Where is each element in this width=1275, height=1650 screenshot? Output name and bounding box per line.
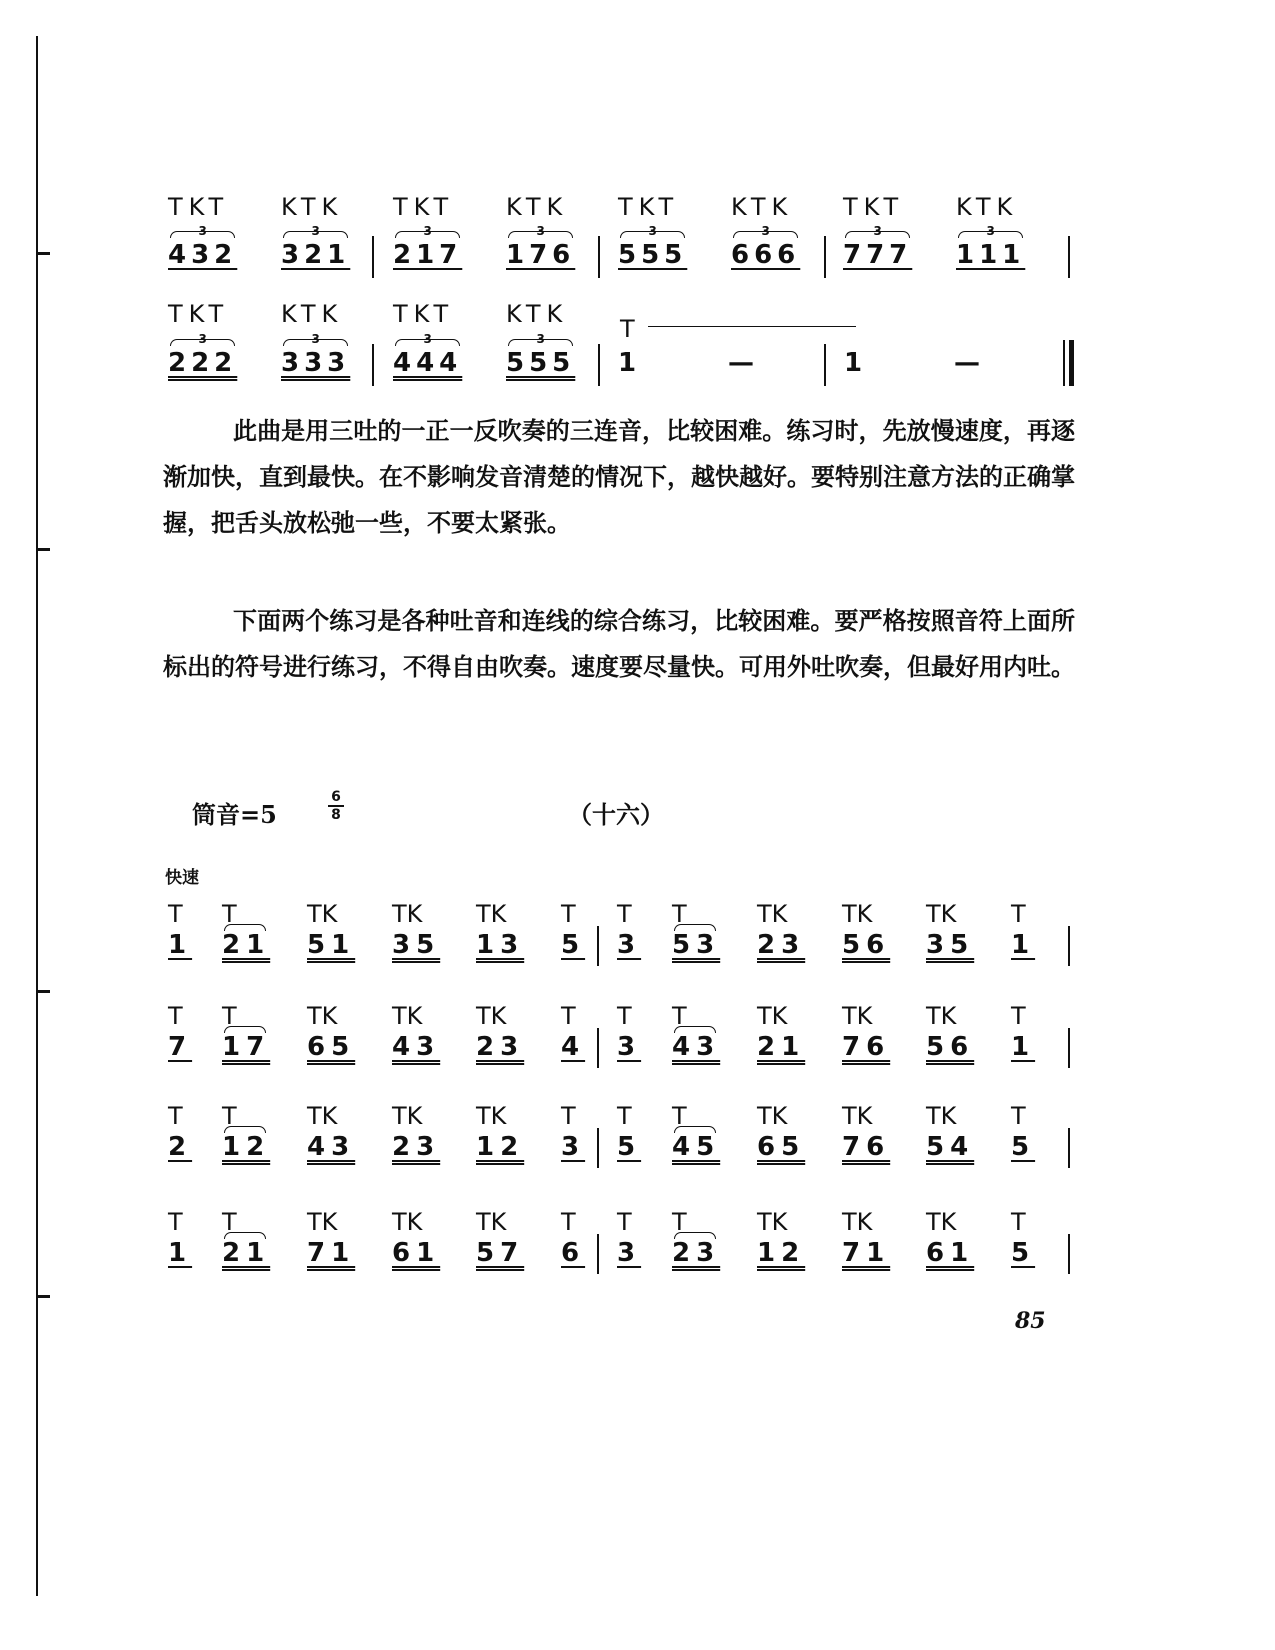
- note-group: 7: [168, 1032, 193, 1062]
- tongue-mark: TKT: [618, 193, 680, 221]
- barline: [597, 926, 599, 966]
- triplet-group: 3 217: [393, 224, 463, 270]
- tongue-mark: KTK: [281, 193, 344, 221]
- tongue-mark: T: [672, 1102, 687, 1130]
- note-group: 65: [307, 1032, 356, 1062]
- note-group: 5: [617, 1132, 642, 1162]
- tongue-mark: T: [561, 1002, 576, 1030]
- tongue-mark: TK: [757, 1208, 788, 1236]
- tongue-mark: TK: [392, 1102, 423, 1130]
- tongue-mark: TK: [392, 900, 423, 928]
- margin-tick: [36, 1295, 50, 1298]
- note-group: 53: [672, 930, 721, 960]
- note-group: 13: [476, 930, 525, 960]
- barline: [1068, 926, 1070, 966]
- barline: [597, 1128, 599, 1168]
- tongue-mark: TK: [842, 900, 873, 928]
- tongue-mark: KTK: [506, 193, 569, 221]
- note-group: 6: [561, 1238, 586, 1268]
- note-group: 1: [1011, 1032, 1036, 1062]
- slur: [674, 1126, 716, 1133]
- tongue-mark: T: [672, 900, 687, 928]
- page-binding-line: [36, 36, 38, 1596]
- tongue-mark: TKT: [168, 300, 230, 328]
- note-group: 5: [561, 930, 586, 960]
- tongue-mark: TK: [926, 1002, 957, 1030]
- note-group: 12: [757, 1238, 806, 1268]
- tongue-mark: TK: [307, 1208, 338, 1236]
- tongue-mark: T: [168, 1002, 183, 1030]
- tongue-mark: TKT: [393, 193, 455, 221]
- tongue-mark: TK: [842, 1208, 873, 1236]
- tongue-mark: TK: [757, 900, 788, 928]
- note-group: 43: [392, 1032, 441, 1062]
- tie: [648, 326, 856, 328]
- tongue-mark: T: [168, 900, 183, 928]
- note-group: 1: [168, 930, 193, 960]
- tongue-mark: T: [617, 1102, 632, 1130]
- note-group: 56: [842, 930, 891, 960]
- tongue-mark: TK: [926, 1102, 957, 1130]
- barline: [598, 236, 600, 278]
- barline: [824, 236, 826, 278]
- slur: [224, 1232, 266, 1239]
- note-group: 61: [926, 1238, 975, 1268]
- note-group: 43: [307, 1132, 356, 1162]
- margin-tick: [36, 990, 50, 993]
- tongue-mark: TKT: [393, 300, 455, 328]
- tongue-mark: T: [561, 1208, 576, 1236]
- slur: [224, 924, 266, 931]
- note-group: 23: [672, 1238, 721, 1268]
- note-group: 12: [476, 1132, 525, 1162]
- note-group: 23: [476, 1032, 525, 1062]
- barline: [598, 344, 600, 386]
- tongue-mark: TK: [842, 1002, 873, 1030]
- tongue-mark: T: [561, 900, 576, 928]
- tongue-mark: T: [1011, 1102, 1026, 1130]
- triplet-group: 3 555: [618, 224, 688, 270]
- triplet-group: 3 176: [506, 224, 576, 270]
- note-group: 21: [757, 1032, 806, 1062]
- note-group: 76: [842, 1132, 891, 1162]
- paragraph-2: 下面两个练习是各种吐音和连线的综合练习，比较困难。要严格按照音符上面所标出的符号进行练习，不得自由吹奏。速度要尽量快。可用外吐吹奏，但最好用内吐。: [163, 606, 1075, 681]
- tongue-mark: TK: [476, 1002, 507, 1030]
- note-group: 35: [392, 930, 441, 960]
- tongue-mark: KTK: [731, 193, 794, 221]
- note-group: 21: [222, 1238, 271, 1268]
- tempo-marking: 快速: [165, 868, 199, 888]
- triplet-group: 3 555: [506, 332, 576, 378]
- note-group: 23: [392, 1132, 441, 1162]
- triplet-group: 3 333: [281, 332, 351, 378]
- triplet-group: 3 432: [168, 224, 238, 270]
- barline: [824, 344, 826, 386]
- tongue-mark: T: [561, 1102, 576, 1130]
- tongue-mark: T: [222, 1102, 237, 1130]
- tongue-mark: TK: [476, 900, 507, 928]
- tongue-mark: KTK: [506, 300, 569, 328]
- tongue-mark: T: [1011, 1002, 1026, 1030]
- tongue-mark: TK: [307, 1102, 338, 1130]
- tongue-mark: T: [222, 900, 237, 928]
- note-group: 23: [757, 930, 806, 960]
- tongue-mark: T: [168, 1102, 183, 1130]
- note-group: 12: [222, 1132, 271, 1162]
- note-group: 3: [617, 1238, 642, 1268]
- note-group: 3: [617, 1032, 642, 1062]
- tongue-mark: TK: [392, 1002, 423, 1030]
- tongue-mark: T: [1011, 900, 1026, 928]
- tongue-mark: TKT: [168, 193, 230, 221]
- note-group: 3: [617, 930, 642, 960]
- tongue-mark: TK: [476, 1208, 507, 1236]
- note: 1: [844, 348, 863, 378]
- margin-tick: [36, 252, 50, 255]
- note-group: 76: [842, 1032, 891, 1062]
- barline: [1068, 236, 1070, 278]
- note-group: 1: [1011, 930, 1036, 960]
- tongue-mark: KTK: [956, 193, 1019, 221]
- note-group: 71: [842, 1238, 891, 1268]
- page-number: 85: [1015, 1308, 1046, 1334]
- paragraph-1: 此曲是用三吐的一正一反吹奏的三连音，比较困难。练习时，先放慢速度，再逐渐加快，直到最快。在不影响发音清楚的情况下，越快越好。要特别注意方法的正确掌握，把舌头放松弛一些，不要太紧张。: [163, 416, 1075, 537]
- tongue-mark: TK: [842, 1102, 873, 1130]
- tongue-mark: TK: [307, 900, 338, 928]
- note-group: 45: [672, 1132, 721, 1162]
- tongue-mark: TK: [757, 1002, 788, 1030]
- final-barline-thick: [1069, 340, 1074, 386]
- tongue-mark: T: [168, 1208, 183, 1236]
- triplet-group: 3 321: [281, 224, 351, 270]
- note-group: 2: [168, 1132, 193, 1162]
- note-group: 35: [926, 930, 975, 960]
- barline: [597, 1028, 599, 1068]
- barline: [372, 344, 374, 386]
- note: 1: [618, 348, 637, 378]
- margin-tick: [36, 548, 50, 551]
- tongue-mark: TK: [926, 1208, 957, 1236]
- time-signature: 6 8: [328, 790, 344, 822]
- dash: —: [728, 348, 754, 378]
- note-group: 56: [926, 1032, 975, 1062]
- tongue-mark: T: [672, 1208, 687, 1236]
- note-group: 17: [222, 1032, 271, 1062]
- slur: [674, 1232, 716, 1239]
- slur: [674, 1026, 716, 1033]
- slur: [674, 924, 716, 931]
- barline: [1068, 1128, 1070, 1168]
- slur: [224, 1126, 266, 1133]
- note-group: 5: [1011, 1238, 1036, 1268]
- tongue-mark: KTK: [281, 300, 344, 328]
- triplet-group: 3 777: [843, 224, 913, 270]
- barline: [1068, 1234, 1070, 1274]
- tongue-mark: TK: [307, 1002, 338, 1030]
- key-signature: 筒音=5: [192, 800, 277, 829]
- triplet-group: 3 666: [731, 224, 801, 270]
- barline: [1068, 1028, 1070, 1068]
- note-group: 65: [757, 1132, 806, 1162]
- note-group: 57: [476, 1238, 525, 1268]
- barline: [597, 1234, 599, 1274]
- tongue-mark: TKT: [843, 193, 905, 221]
- note-group: 5: [1011, 1132, 1036, 1162]
- tongue-mark: T: [1011, 1208, 1026, 1236]
- note-group: 51: [307, 930, 356, 960]
- note-group: 71: [307, 1238, 356, 1268]
- exercise-title: （十六）: [568, 800, 664, 829]
- tongue-mark: TK: [476, 1102, 507, 1130]
- tongue-mark: T: [620, 315, 641, 343]
- note-group: 21: [222, 930, 271, 960]
- note-group: 1: [168, 1238, 193, 1268]
- triplet-group: 3 111: [956, 224, 1026, 270]
- note-group: 61: [392, 1238, 441, 1268]
- tongue-mark: TK: [757, 1102, 788, 1130]
- tongue-mark: T: [617, 1002, 632, 1030]
- note-group: 54: [926, 1132, 975, 1162]
- tongue-mark: T: [617, 1208, 632, 1236]
- note-group: 3: [561, 1132, 586, 1162]
- barline: [372, 236, 374, 278]
- tongue-mark: T: [617, 900, 632, 928]
- triplet-group: 3 444: [393, 332, 463, 378]
- note-group: 43: [672, 1032, 721, 1062]
- tongue-mark: TK: [926, 900, 957, 928]
- slur: [224, 1026, 266, 1033]
- final-barline-thin: [1063, 340, 1065, 386]
- note-group: 4: [561, 1032, 586, 1062]
- tongue-mark: T: [222, 1208, 237, 1236]
- tongue-mark: TK: [392, 1208, 423, 1236]
- tongue-mark: T: [222, 1002, 237, 1030]
- dash: —: [954, 348, 980, 378]
- triplet-group: 3 222: [168, 332, 238, 378]
- tongue-mark: T: [672, 1002, 687, 1030]
